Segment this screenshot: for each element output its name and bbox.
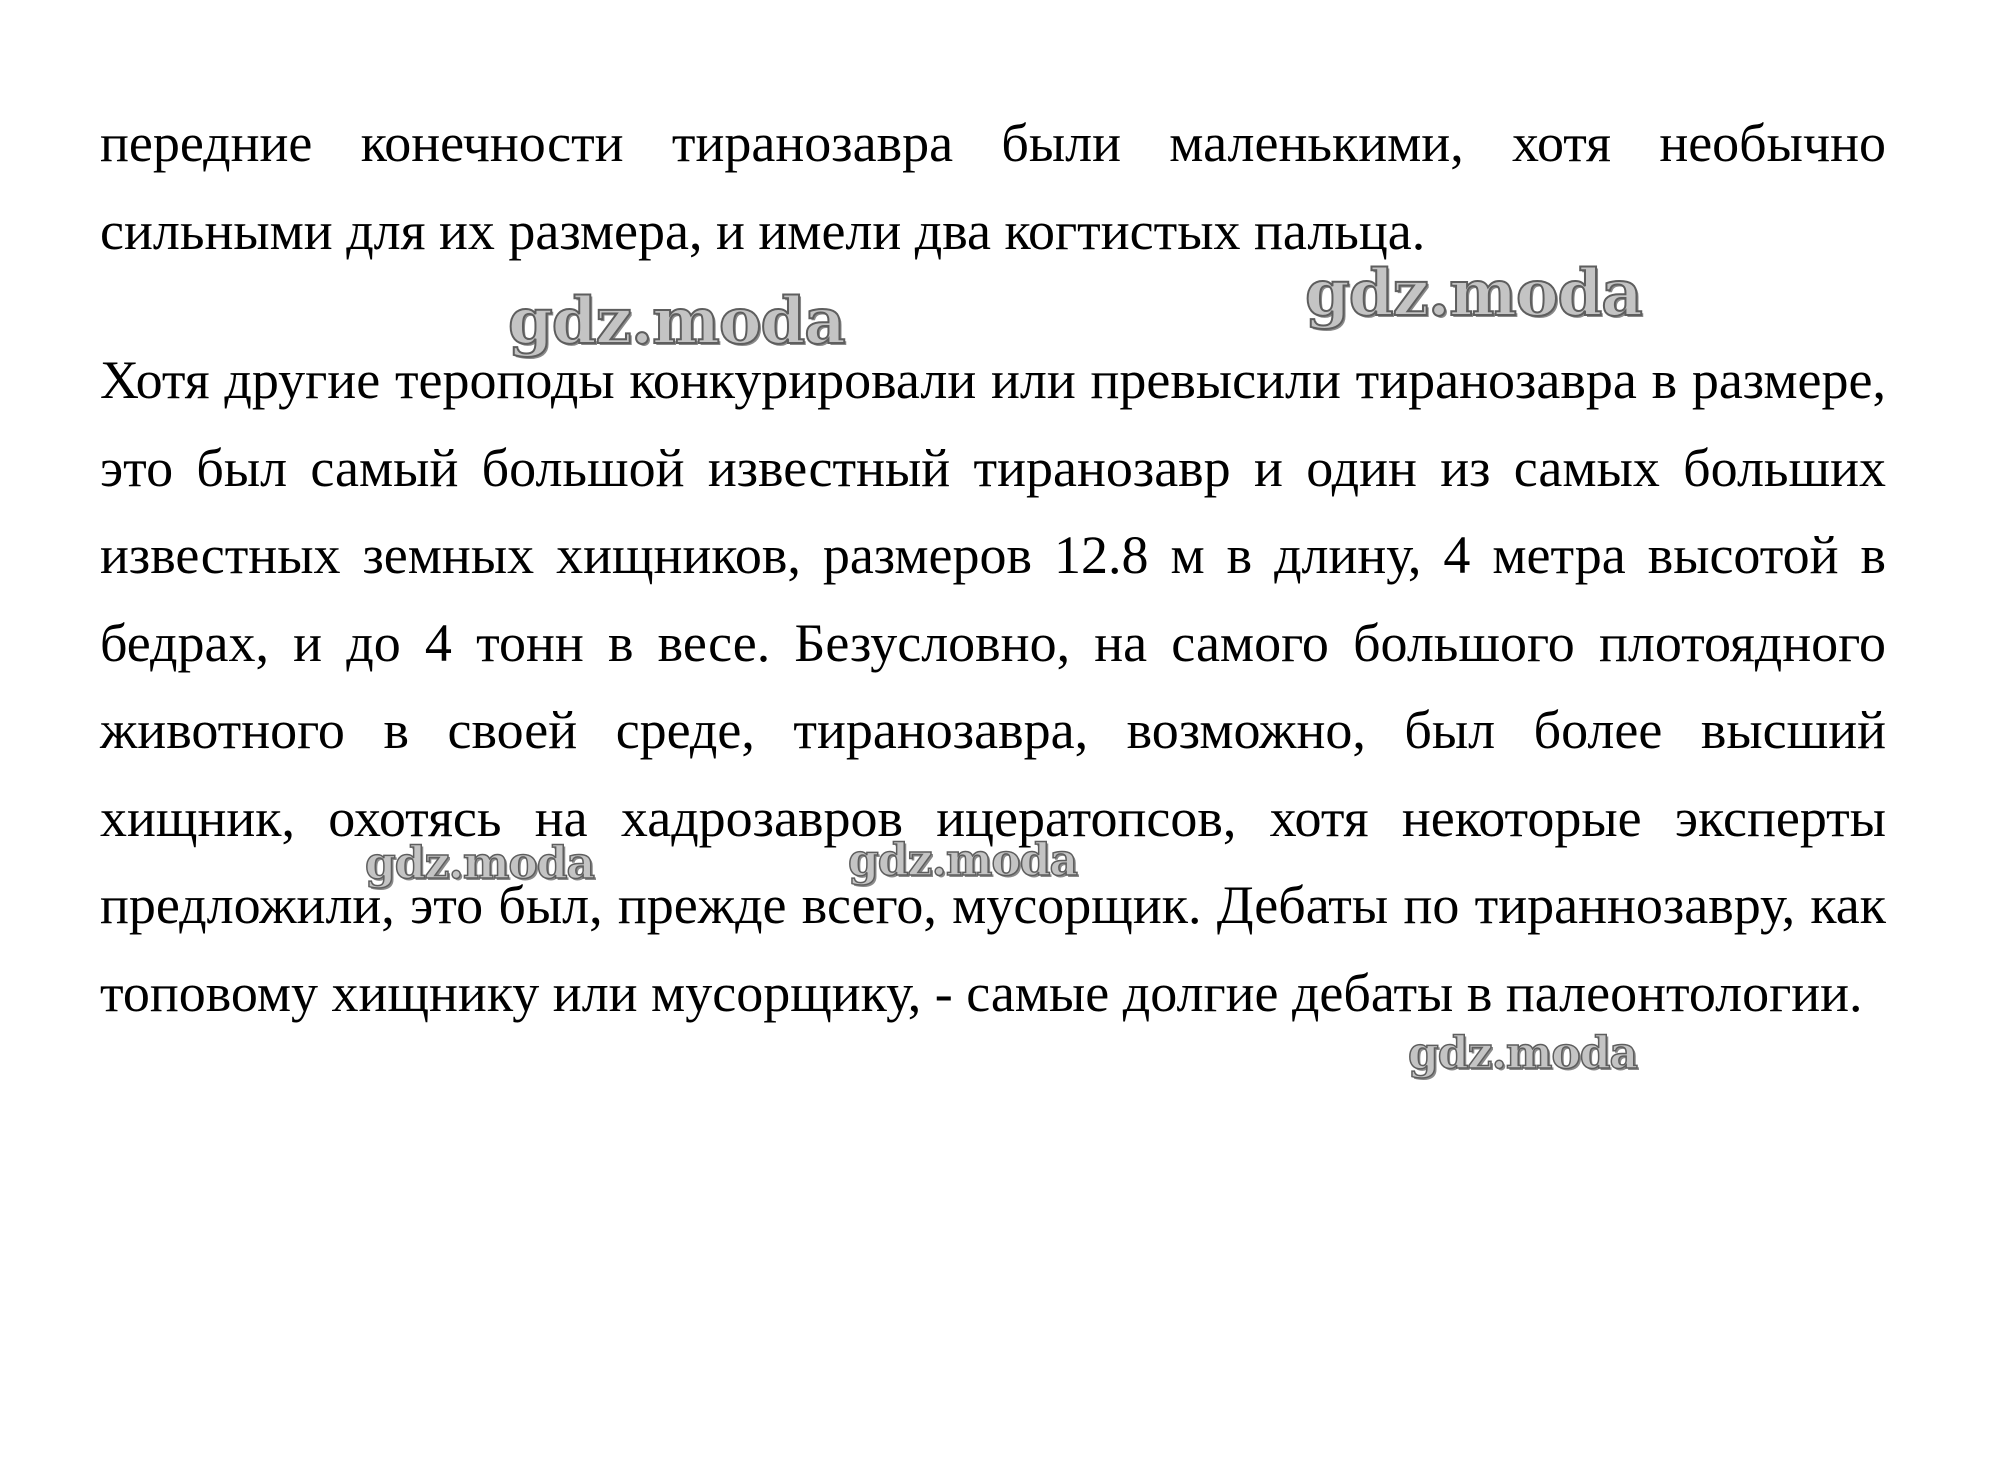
paragraph-2: Хотя другие тероподы конкурировали или превысили тиранозавра в размере, это был самый большой известный тиранозавр и один из самых больших известных земных хищников, размеров 12.8 м в длину, 4 метра высотой в бедрах, и до 4 тонн в весе. Безусловно, на самого большого плотоядного животного в своей среде, тиранозавра, возможно, был более высший хищник, охотясь на хадрозавров ицератопсов, хотя некоторые эксперты предложили, это был, прежде всего, мусорщик. Дебаты по тираннозавру, как топовому хищнику или мусорщику, - самые долгие дебаты в палеонтологии. xyxy=(100,350,1886,1023)
watermark-logo: gdz.moda xyxy=(1305,256,1642,331)
watermark-logo: gdz.moda xyxy=(508,284,845,359)
watermark-logo: gdz.moda xyxy=(365,838,595,889)
watermark-logo: gdz.moda xyxy=(848,835,1078,886)
paragraph-1: передние конечности тиранозавра были маленькими, хотя необычно сильными для их размера, и имели два когтистых пальца. xyxy=(100,113,1886,261)
watermark-logo: gdz.moda xyxy=(1408,1028,1638,1079)
